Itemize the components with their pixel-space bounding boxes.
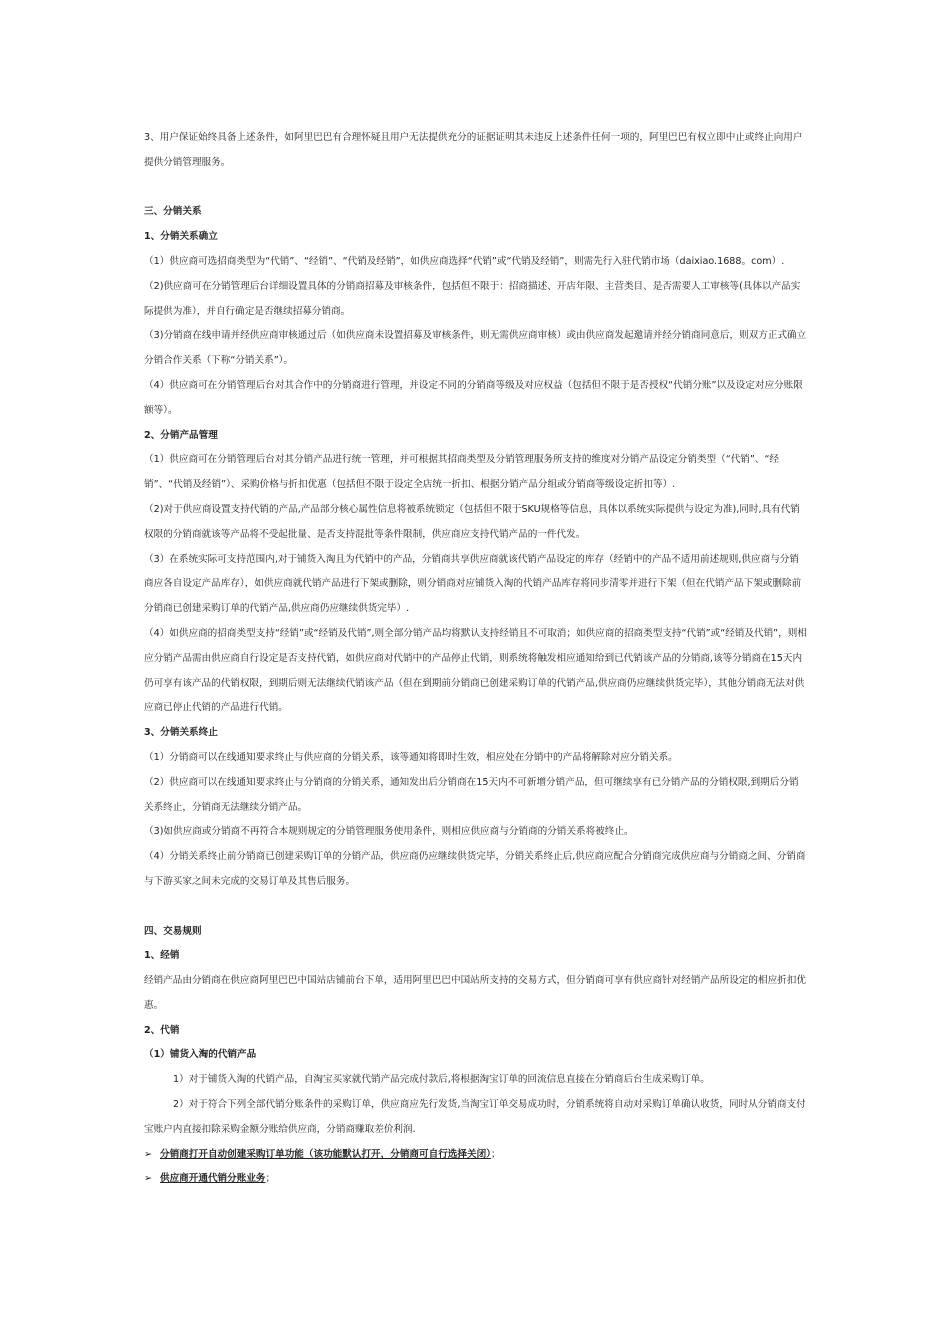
subsection-heading: 1、经销 — [144, 950, 180, 962]
subsection-heading: 2、分销产品管理 — [144, 429, 218, 441]
section-heading: 四、交易规则 — [144, 925, 202, 937]
paragraph: （2)供应商可在分销管理后台详细设置具体的分销商招募及审核条件，包括但不限于：招商描述、开店年限、主营类目、是否需要人工审核等(具体以产品实际提供为准），并自行确定是否继续招募分销商。 — [144, 280, 801, 317]
paragraph: （3）在系统实际可支持范围内,对于铺货入淘且为代销中的产品，分销商共享供应商就该代销产品设定的库存（经销中的产品不适用前述规则,供应商与分销商应各自设定产品库存），如供应商就代销产品进行下架或删除，则分销商对应铺货入淘的代销产品库存将同步清零并进行下架（但在代销产品下架或删除前分销商已创建采购订单的代销产品,供应商仍应继续供货完毕）. — [144, 553, 802, 615]
spacer — [144, 895, 808, 920]
bullet-text: 分销商打开自动创建采购订单功能（该功能默认打开，分销商可自行选择关闭） — [160, 1148, 491, 1160]
paragraph: （2)对于供应商设置支持代销的产品,产品部分核心属性信息将被系统锁定（包括但不限于SKU规格等信息，具体以系统实际提供与设定为准),同时,具有代销权限的分销商就该等产品将不受起批量、是否支持混批等条件限制，供应商应支持代销产品的一件代发。 — [144, 503, 800, 540]
spacer — [144, 176, 808, 201]
subsection-heading: 2、代销 — [144, 1024, 180, 1036]
bullet-item — [144, 1167, 808, 1192]
paragraph: （1）供应商可在分销管理后台对其分销产品进行统一管理，并可根据其招商类型及分销管理服务所支持的维度对分销产品设定分销类型（“代销”、“经销”、“代销及经销”）、采购价格与折扣优惠（包括但不限于设定全店统一折扣、根据分销产品分组或分销商等级设定折扣等）. — [144, 454, 780, 491]
part-heading: （1）铺货入淘的代销产品 — [144, 1049, 257, 1061]
paragraph: 3、用户保证始终具备上述条件，如阿里巴巴有合理怀疑且用户无法提供充分的证据证明其未违反上述条件任何一项的，阿里巴巴有权立即中止或终止向用户提供分销管理服务。 — [144, 132, 803, 168]
bullet-punctuation: ； — [265, 1173, 276, 1185]
paragraph: 1）对于铺货入淘的代销产品，自淘宝买家就代销产品完成付款后,将根据淘宝订单的回流信息直接在分销商后台生成采购订单。 — [173, 1074, 710, 1086]
paragraph: （1）分销商可以在线通知要求终止与供应商的分销关系，该等通知将即时生效，相应处在分销中的产品将解除对应分销关系。 — [144, 751, 678, 763]
paragraph: （4）分销关系终止前分销商已创建采购订单的分销产品，供应商仍应继续供货完毕，分销关系终止后,供应商应配合分销商完成供应商与分销商之间、分销商与下游买家之间未完成的交易订单及其售后服务。 — [144, 851, 806, 887]
bullet-item — [144, 1143, 808, 1168]
paragraph: 2）对于符合下列全部代销分账条件的采购订单，供应商应先行发货,当淘宝订单交易成功时，分销系统将自动对采购订单确认收货，同时从分销商支付宝账户内直接扣除采购金额分账给供应商，分销商赚取差价利润. — [144, 1099, 806, 1135]
paragraph: （4）如供应商的招商类型支持“经销”或“经销及代销”,则全部分销产品均将默认支持经销且不可取消；如供应商的招商类型支持“代销”或“经销及代销”，则相应分销产品需由供应商自行设定是否支持代销，如供应商对代销中的产品停止代销，则系统将触发相应通知给到已代销该产品的分销商,该等分销商在15天内仍可享有该产品的代销权限，到期后则无法继续代销该产品（但在到期前分销商已创建采购订单的代销产品,供应商仍应继续供货完毕），其他分销商无法对供应商已停止代销的产品进行代销。 — [144, 627, 807, 714]
paragraph: （1）供应商可选招商类型为“代销”、“经销”、“代销及经销”，如供应商选择“代销”或“代销及经销”，则需先行入驻代销市场（daixiao.1688。com）. — [144, 255, 785, 267]
subsection-heading: 1、分销关系确立 — [144, 231, 218, 243]
subsection-heading: 3、分销关系终止 — [144, 727, 218, 739]
arrow-bullet-icon: ➢ — [144, 1148, 153, 1160]
document-page — [144, 126, 808, 1192]
paragraph: （3)如供应商或分销商不再符合本规则规定的分销管理服务使用条件，则相应供应商与分销商的分销关系将被终止。 — [144, 826, 634, 838]
section-heading: 三、分销关系 — [144, 206, 202, 218]
paragraph: 经销产品由分销商在供应商阿里巴巴中国站店铺前台下单，适用阿里巴巴中国站所支持的交易方式，但分销商可享有供应商针对经销产品所设定的相应折扣优惠。 — [144, 975, 806, 1011]
paragraph: （2）供应商可以在线通知要求终止与分销商的分销关系，通知发出后分销商在15天内不可新增分销产品，但可继续享有已分销产品的分销权限,到期后分销关系终止，分销商无法继续分销产品。 — [144, 776, 799, 813]
paragraph: （4）供应商可在分销管理后台对其合作中的分销商进行管理，并设定不同的分销商等级及对应权益（包括但不限于是否授权“代销分账”以及设定对应分账限额等）。 — [144, 379, 803, 416]
arrow-bullet-icon: ➢ — [144, 1173, 153, 1185]
bullet-text: 供应商开通代销分账业务 — [160, 1173, 266, 1185]
bullet-punctuation: ； — [490, 1148, 501, 1160]
paragraph: （3)分销商在线申请并经供应商审核通过后（如供应商未设置招募及审核条件，则无需供应商审核）或由供应商发起邀请并经分销商同意后，则双方正式确立分销合作关系（下称“分销关系”）。 — [144, 330, 807, 367]
